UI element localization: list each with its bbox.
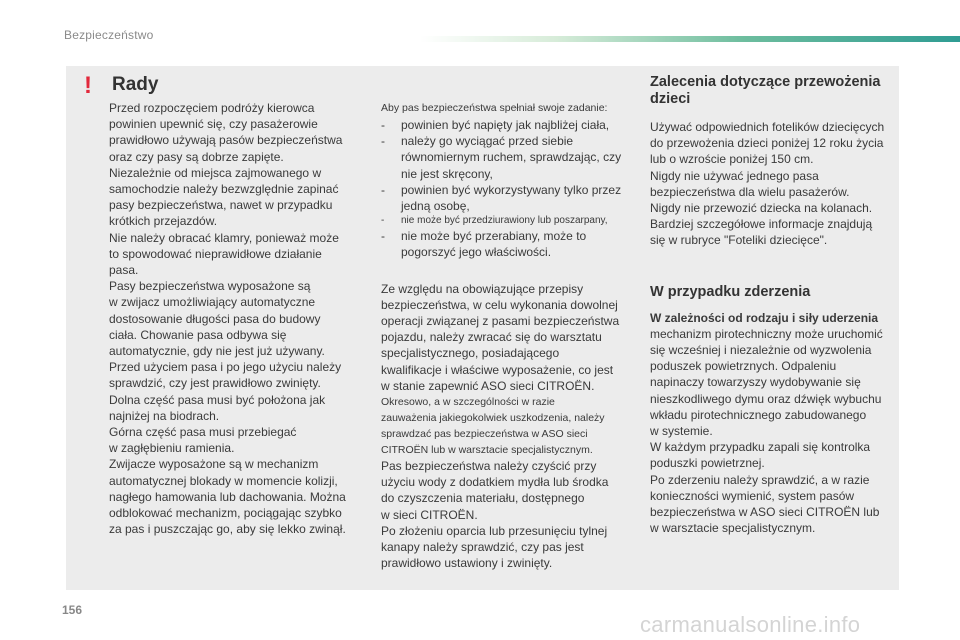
inspection-paragraph: Okresowo, a w szczególności w razie zauważenia jakiegokolwiek uszkodzenia, należy sprawdzać pas bezpieczeństwa w ASO sieci CITROËN lub w warsztacie specjalistycznym. [381, 396, 605, 457]
bullet-text: nie może być przedziurawiony lub poszarpany, [401, 215, 608, 227]
bullet-item [381, 228, 636, 260]
bullet-dash: - [381, 229, 385, 244]
children-paragraph: Używać odpowiednich fotelików dziecięcych do przewożenia dzieci poniżej 12 roku życia lub o wzroście poniżej 150 cm. Nigdy nie używać jednego pasa bezpieczeństwa dla wielu pasażerów. Nigdy nie przewozić dziecka na kolanach. Bardziej szczegółowe informacje znajdują się w rubryce "Foteliki dziecięce". [650, 120, 885, 248]
cleaning-paragraph: Pas bezpieczeństwa należy czyścić przy użyciu wody z dodatkiem mydła lub środka do czyszczenia materiału, dostępnego w sieci CITROËN. Po złożeniu oparcia lub przesunięciu tylnej kanapy należy sprawdzić, czy pas jest prawidłowo ustawiony i zwinięty. [381, 459, 609, 571]
header-gradient-bar [420, 36, 960, 42]
bullet-dash: - [381, 182, 385, 197]
warning-icon: ! [84, 72, 92, 99]
column-3 [650, 74, 890, 536]
bullet-item [381, 214, 636, 228]
bullet-dash: - [381, 118, 385, 132]
bullet-item [381, 117, 636, 133]
page-number: 156 [62, 603, 83, 617]
watermark: carmanualsonline.info [640, 612, 861, 637]
bullet-item [381, 133, 636, 182]
bullet-text: powinien być wykorzystywany tylko przez jedną osobę, [401, 182, 622, 214]
service-paragraph: Ze względu na obowiązujące przepisy bezpieczeństwa, w celu wykonania dowolnej operacji związanej z pasami bezpieczeństwa pojazdu, należy zwracać się do warsztatu specjalistycznego, posiadającego kwalifikacje i właściwe wyposażenie, co jest w stanie zapewnić ASO sieci CITROËN. [381, 281, 620, 393]
children-heading: Zalecenia dotyczące przewożenia dzieci [650, 74, 881, 107]
bullet-text: powinien być napięty jak najbliżej ciała, [401, 118, 610, 132]
bullet-text: należy go wyciągać przed siebie równomiernym ruchem, sprawdzając, czy nie jest skręcony, [401, 134, 622, 181]
panel-title: Rady [112, 74, 159, 95]
collision-heading: W przypadku zderzenia [650, 283, 811, 300]
bullet-item [381, 182, 636, 214]
collision-paragraph [650, 310, 890, 537]
collision-body: mechanizm pirotechniczny może uruchomić się wcześniej i niezależnie od wyzwolenia poduszek powietrznych. Odpaleniu napinaczy towarzyszy wydobywanie się nieszkodliwego dymu oraz dźwięk wybuchu wkładu pirotechnicznego zabudowanego w systemie. W każdym przypadku zapali się kontrolka poduszki powietrznej. Po zderzeniu należy sprawdzić, a w razie konieczności wymienić, system pasów bezpieczeństwa w ASO sieci CITROËN lub w warsztacie specjalistycznym. [650, 326, 883, 536]
collision-lead: W zależności od rodzaju i siły uderzenia [650, 310, 879, 325]
bullet-dash: - [381, 134, 385, 149]
bullets-intro: Aby pas bezpieczeństwa spełniał swoje zadanie: [381, 102, 608, 114]
column-2 [381, 101, 636, 571]
section-title: Bezpieczeństwo [64, 28, 154, 42]
bullet-text: nie może być przerabiany, może to pogorszyć jego właściwości. [401, 229, 587, 260]
bullet-dash: - [381, 215, 385, 227]
column-1-text: Przed rozpoczęciem podróży kierowca powinien upewnić się, czy pasażerowie prawidłowo używają pasów bezpieczeństwa oraz czy pasy są dobrze zapięte. Niezależnie od miejsca zajmowanego w samochodzie należy bezwzględnie zapinać pasy bezpieczeństwa, nawet w przypadku krótkich przejazdów. Nie należy obracać klamry, ponieważ może to spowodować nieprawidłowe działanie pasa. Pasy bezpieczeństwa wyposażone są w zwijacz umożliwiający automatyczne dostosowanie długości pasa do budowy ciała. Chowanie pasa odbywa się automatycznie, gdy nie jest już używany. Przed użyciem pasa i po jego użyciu należy sprawdzić, czy jest prawidłowo zwinięty. Dolna część pasa musi być położona jak najniżej na biodrach. Górna część pasa musi przebiegać w zagłębieniu ramienia. Zwijacze wyposażone są w mechanizm automatycznej blokady w momencie kolizji, nagłego hamowania lub dachowania. Można odblokować mechanizm, pociągając szybko za pas i puszczając go, aby się lekko zwinął. [109, 101, 346, 537]
